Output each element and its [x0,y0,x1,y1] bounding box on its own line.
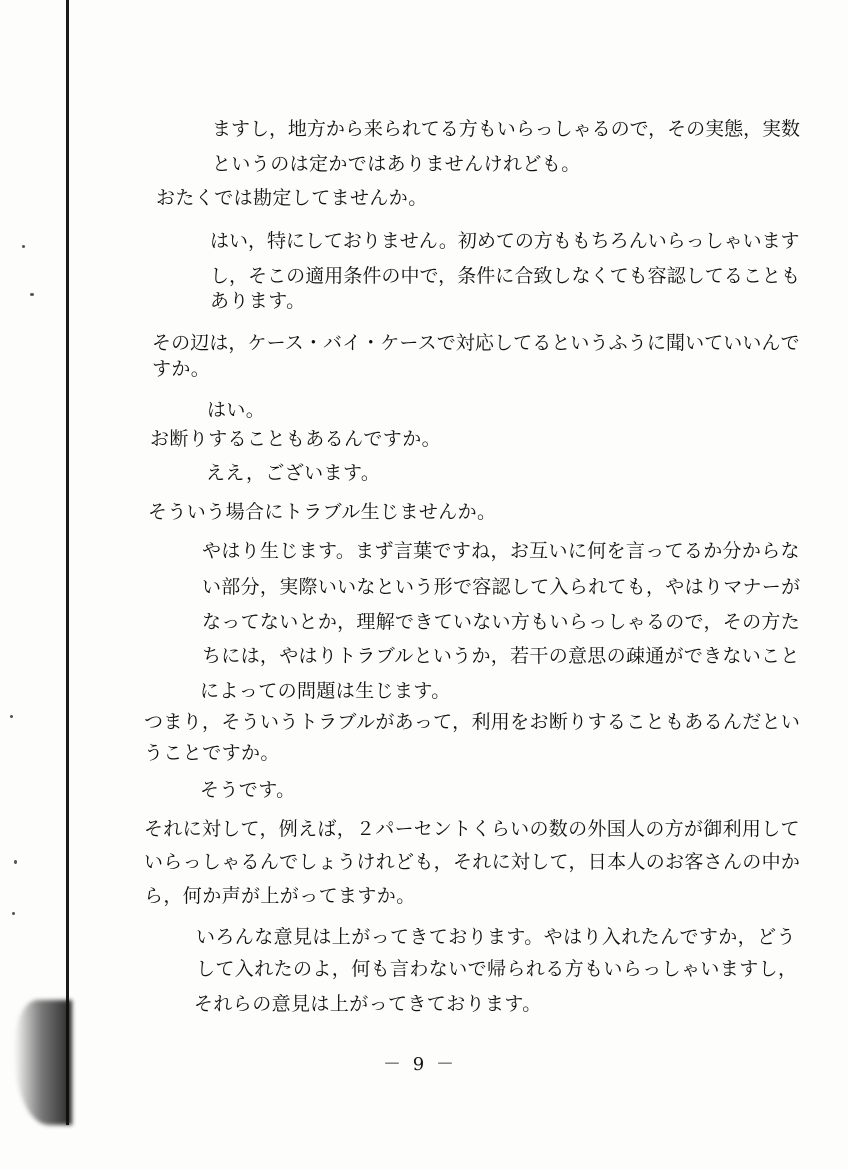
text-line-answer: い部分，実際いいなという形で容認して入られても，やはりマナーが [202,576,801,598]
page-number: － 9 － [383,1054,457,1075]
text-line-answer: いろんな意見は上がってきております。やはり入れたんですか，どう [196,926,796,948]
text-line-answer: それらの意見は上がってきております。 [194,993,542,1015]
scan-speck [14,860,17,864]
text-line-answer: し，そこの適用条件の中で，条件に合致しなくても容認してることも [210,265,801,287]
text-line-question: それに対して，例えば，２パーセントくらいの数の外国人の方が御利用して [144,818,800,840]
text-line-answer: して入れたのよ，何も言わないで帰られる方もいらっしゃいますし， [196,958,798,980]
text-line-question: その辺は，ケース・バイ・ケースで対応してるというふうに聞いていいんで [152,332,800,354]
text-line-answer: やはり生じます。まず言葉ですね，お互いに何を言ってるか分からな [202,540,800,562]
text-line-question: うことですか。 [144,742,280,764]
text-line-question: そういう場合にトラブル生じませんか。 [148,501,497,523]
text-line-answer: というのは定かではありませんけれども。 [212,153,581,175]
binding-edge-line [66,0,69,1125]
text-line-question: おたくでは勘定してませんか。 [156,187,428,209]
text-line-question: お断りすることもあるんですか。 [150,428,442,450]
binding-shadow [14,1000,72,1125]
scan-speck [12,912,15,915]
text-line-answer: ちには，やはりトラブルというか，若干の意思の疎通ができないこと [202,645,800,667]
text-line-answer: によっての問題は生じます。 [200,680,451,702]
scan-speck [30,293,34,296]
scan-speck [10,715,13,718]
text-line-answer: なってないとか，理解できていない方もいらっしゃるので，その方た [202,611,801,633]
text-line-answer: はい。 [207,399,266,421]
scan-speck [22,245,25,248]
text-line-answer: そうです。 [200,779,296,801]
text-line-answer: はい，特にしておりません。初めての方ももちろんいらっしゃいます [210,230,800,252]
text-line-question: ら，何か声が上がってますか。 [144,885,416,907]
text-line-question: いらっしゃるんでしょうけれども，それに対して，日本人のお客さんの中か [144,851,801,873]
text-line-question: つまり，そういうトラブルがあって，利用をお断りすることもあるんだとい [144,711,801,733]
text-line-answer: あります。 [210,290,306,312]
text-line-answer: ますし，地方から来られてる方もいらっしゃるので，その実態，実数 [212,118,801,140]
text-line-question: すか。 [152,358,211,380]
text-line-answer: ええ，ございます。 [206,462,381,484]
